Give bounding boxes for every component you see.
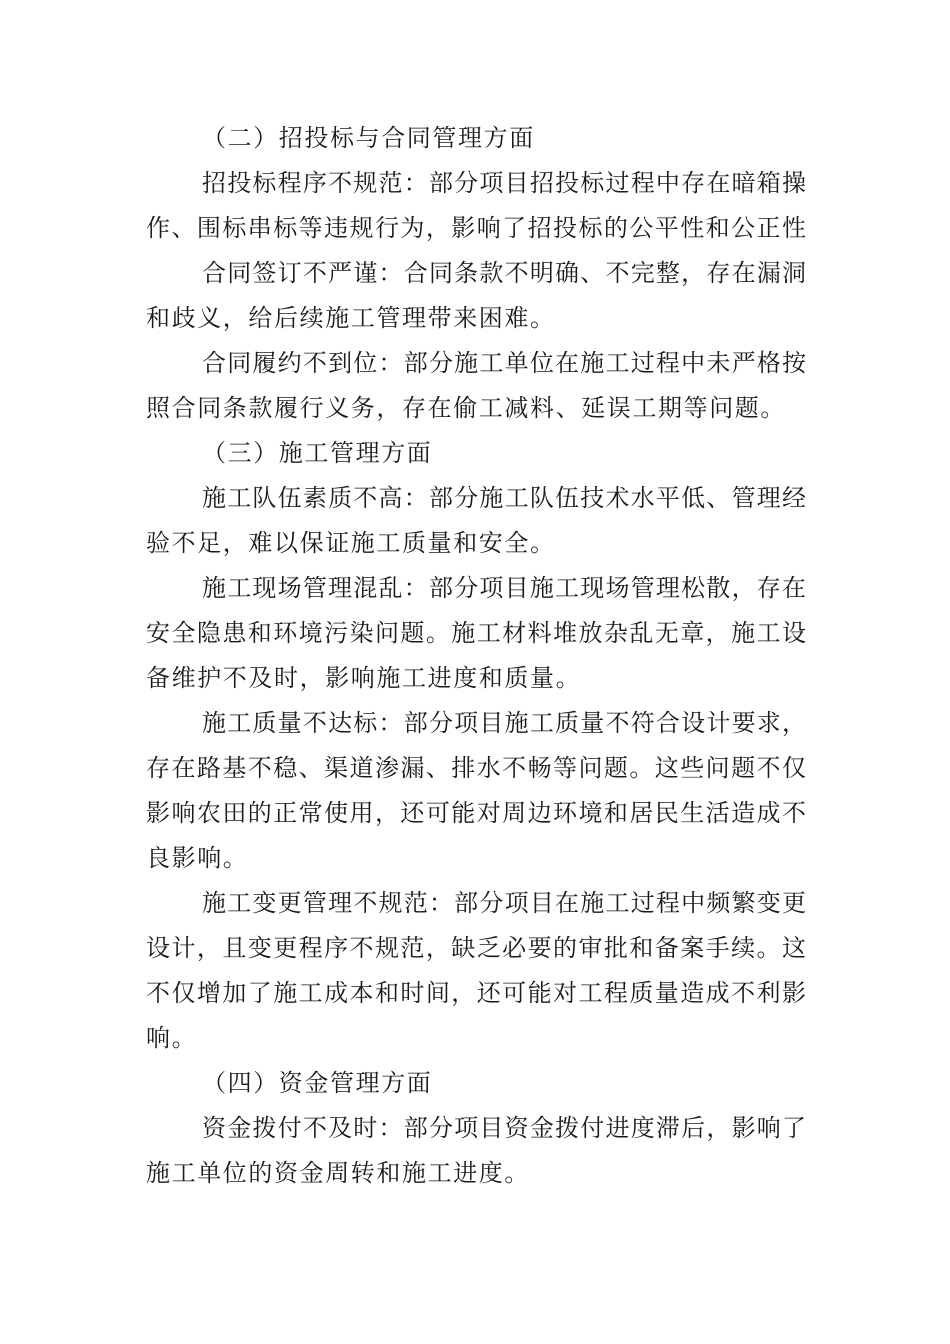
section-heading: （三）施工管理方面 — [202, 439, 433, 467]
paragraph-line: 响。 — [146, 1024, 198, 1052]
paragraph-line: 不仅增加了施工成本和时间，还可能对工程质量造成不利影 — [146, 979, 806, 1007]
paragraph-line: 安全隐患和环境污染问题。施工材料堆放杂乱无章，施工设 — [146, 619, 806, 647]
paragraph-line: 施工质量不达标：部分项目施工质量不符合设计要求， — [202, 709, 806, 737]
paragraph-line: 合同签订不严谨：合同条款不明确、不完整，存在漏洞 — [202, 259, 806, 287]
paragraph-line: 施工现场管理混乱：部分项目施工现场管理松散，存在 — [202, 574, 806, 602]
paragraph-line: 合同履约不到位：部分施工单位在施工过程中未严格按 — [202, 349, 806, 377]
paragraph-line: 设计，且变更程序不规范，缺乏必要的审批和备案手续。这 — [146, 934, 806, 962]
paragraph-line: 存在路基不稳、渠道渗漏、排水不畅等问题。这些问题不仅 — [146, 754, 806, 782]
paragraph-line: 作、围标串标等违规行为，影响了招投标的公平性和公正性 — [146, 214, 806, 242]
paragraph-line: 照合同条款履行义务，存在偷工减料、延误工期等问题。 — [146, 394, 786, 422]
paragraph-line: 备维护不及时，影响施工进度和质量。 — [146, 664, 582, 692]
paragraph-line: 资金拨付不及时：部分项目资金拨付进度滞后，影响了 — [202, 1114, 806, 1142]
paragraph-line: 验不足，难以保证施工质量和安全。 — [146, 529, 556, 557]
paragraph-line: 良影响。 — [146, 844, 249, 872]
paragraph-line: 和歧义，给后续施工管理带来困难。 — [146, 304, 556, 332]
paragraph-line: 施工变更管理不规范：部分项目在施工过程中频繁变更 — [202, 889, 806, 917]
section-heading: （二）招投标与合同管理方面 — [202, 124, 535, 152]
section-heading: （四）资金管理方面 — [202, 1069, 433, 1097]
paragraph-line: 影响农田的正常使用，还可能对周边环境和居民生活造成不 — [146, 799, 806, 827]
paragraph-line: 招投标程序不规范：部分项目招投标过程中存在暗箱操 — [202, 169, 806, 197]
paragraph-line: 施工队伍素质不高：部分施工队伍技术水平低、管理经 — [202, 484, 806, 512]
paragraph-line: 施工单位的资金周转和施工进度。 — [146, 1159, 530, 1187]
